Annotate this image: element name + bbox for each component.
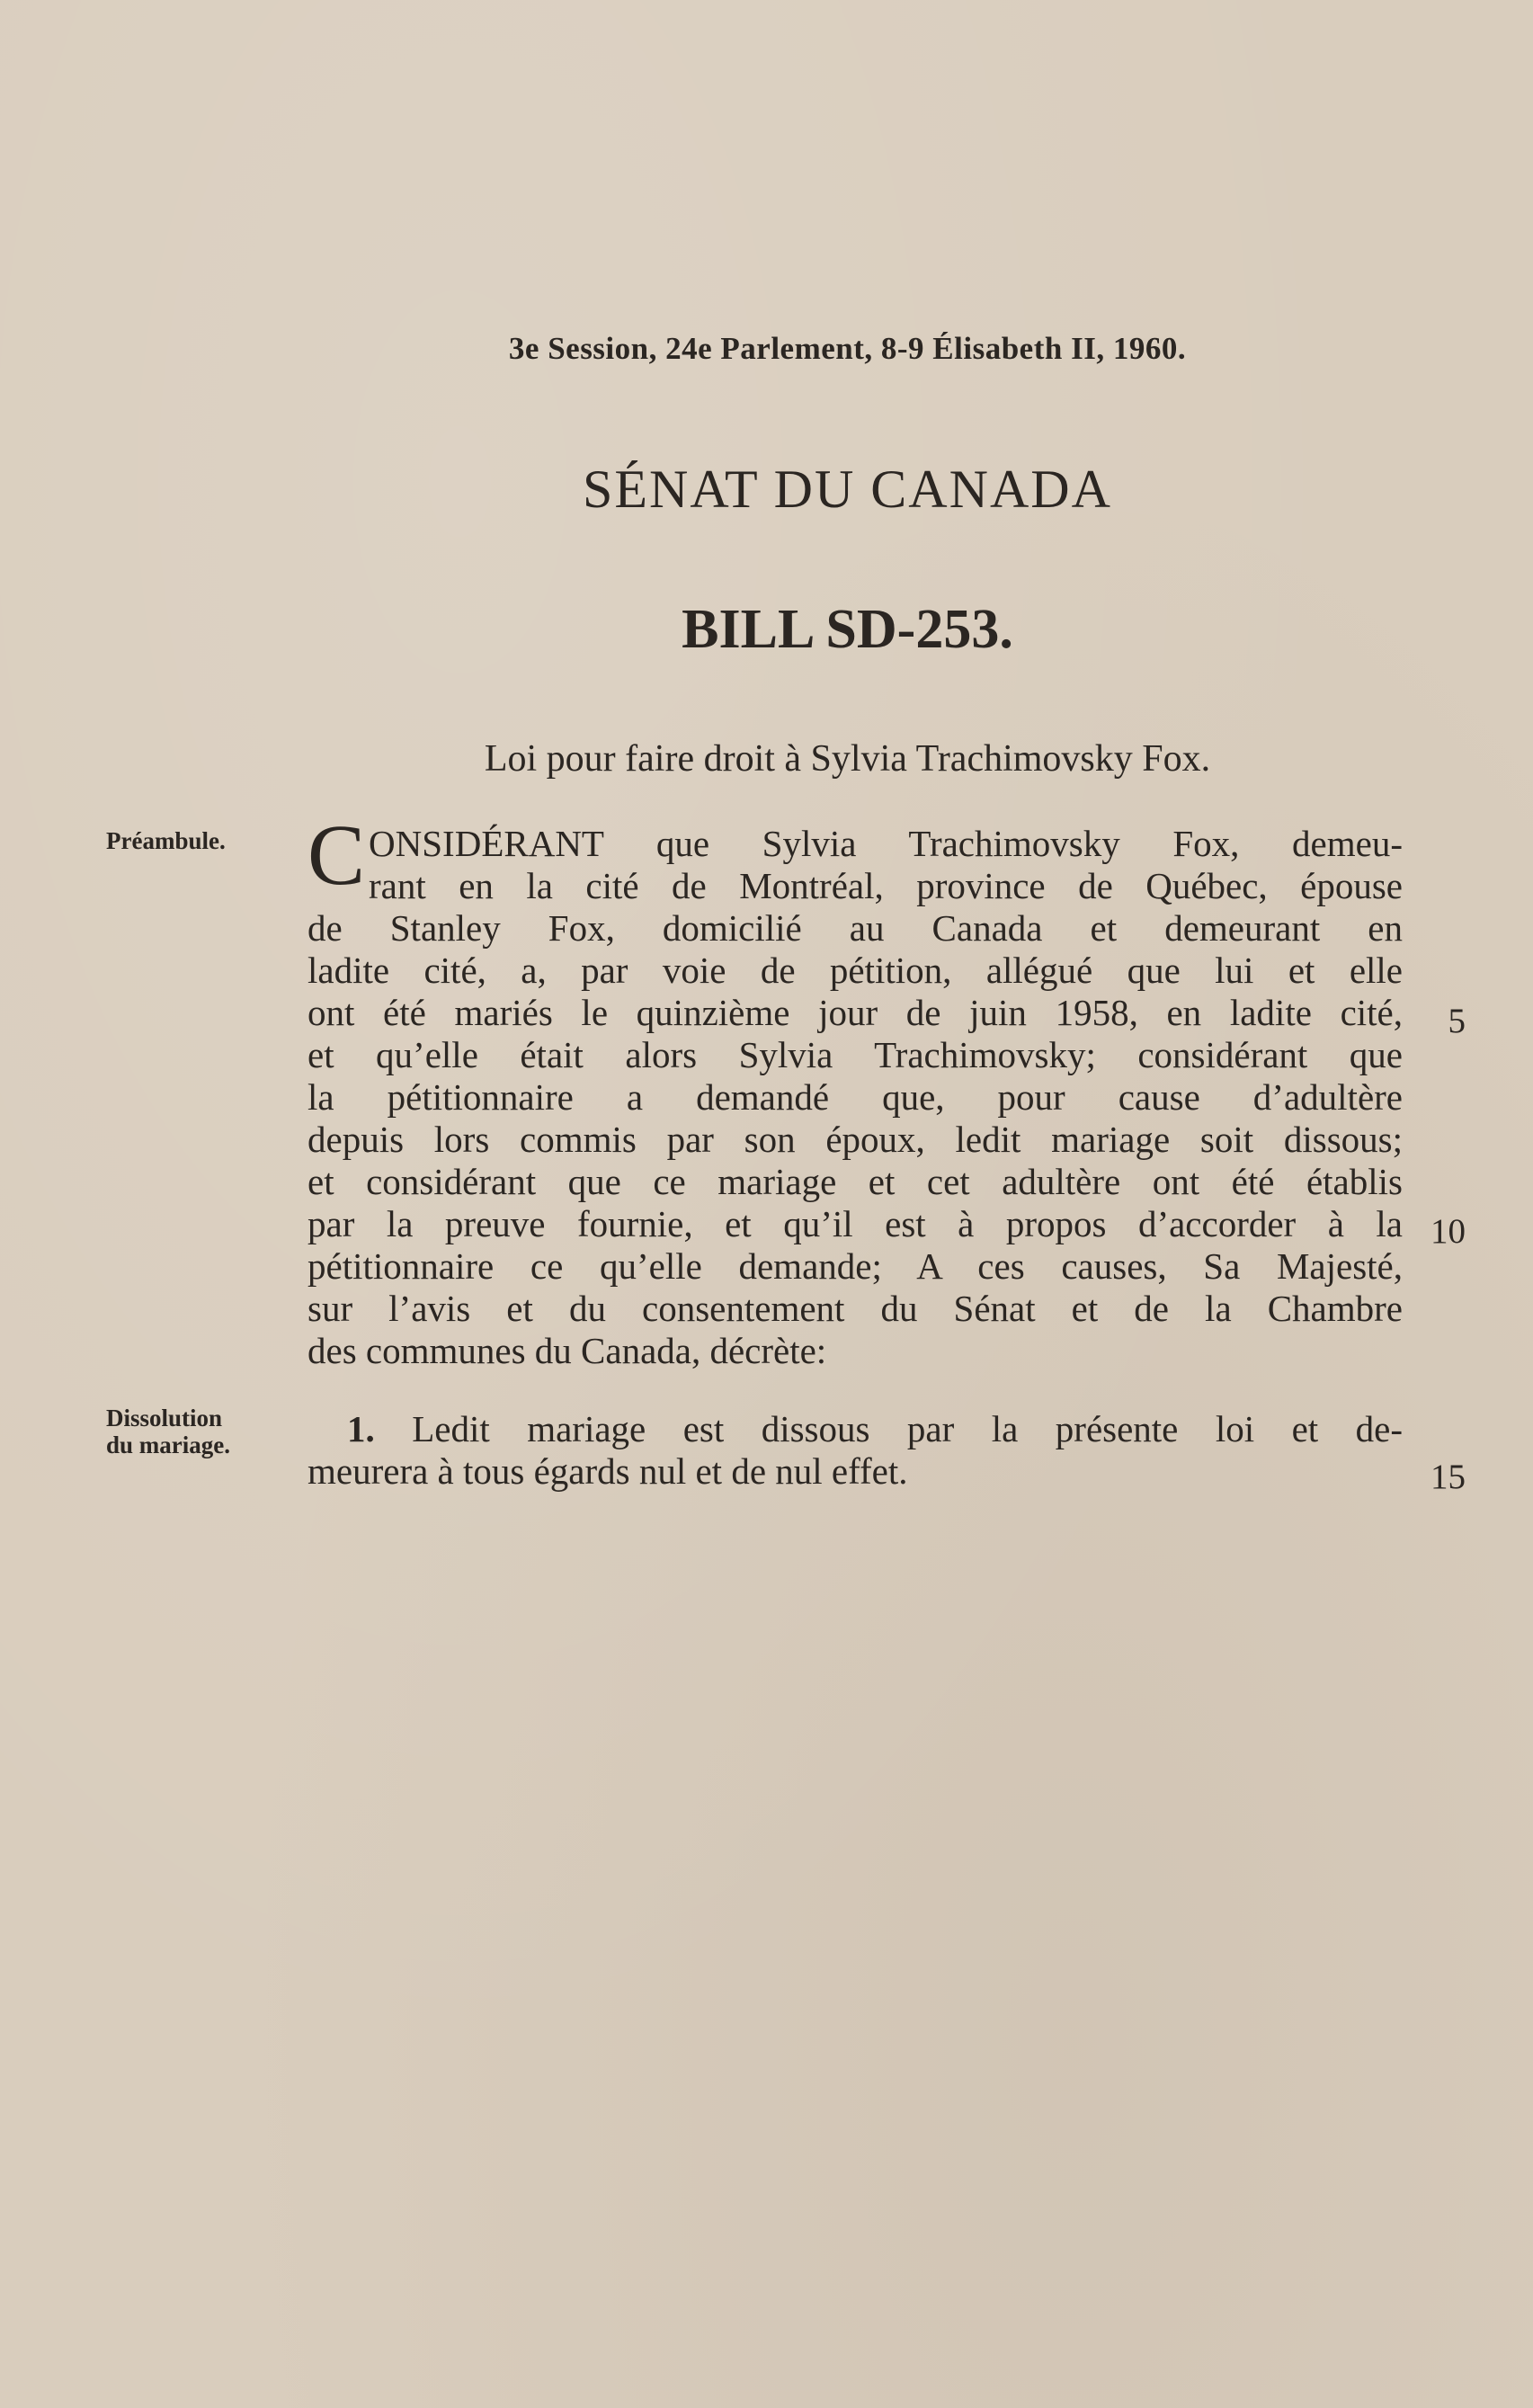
preamble-paragraph: [307, 807, 1403, 1372]
preamble-line-10: par la preuve fournie, et qu’il est à propos d’accorder à la: [307, 1203, 1403, 1244]
preamble-line-11: pétitionnaire ce qu’elle demande; A ces causes, Sa Majesté,: [307, 1245, 1403, 1287]
preamble-line-12: sur l’avis et du consentement du Sénat et de la Chambre: [307, 1288, 1403, 1329]
preamble-line-5: ont été mariés le quinzième jour de juin 1958, en ladite cité,: [307, 992, 1403, 1033]
preamble-line-2: rant en la cité de Montréal, province de Québec, épouse: [369, 865, 1403, 906]
margin-note-dissolution-line-1: Dissolution: [106, 1405, 223, 1431]
bill-number: BILL SD-253.: [682, 599, 1013, 660]
preamble-line-1: CONSIDÉRANT que Sylvia Trachimovsky Fox, demeu-: [307, 807, 1403, 903]
bill-title: Loi pour faire droit à Sylvia Trachimovsky Fox.: [484, 738, 1211, 780]
dropcap: C: [307, 807, 366, 903]
line-number-5: 5: [1448, 1002, 1466, 1040]
margin-note-dissolution-line-2: du mariage.: [106, 1431, 230, 1458]
line-number-10: 10: [1431, 1212, 1466, 1251]
article-1: [307, 1408, 1403, 1493]
margin-note-preamble: Préambule.: [106, 827, 226, 854]
preamble-line-4: ladite cité, a, par voie de pétition, allégué que lui et elle: [307, 950, 1403, 991]
line-number-15: 15: [1431, 1458, 1466, 1496]
preamble-line-13: des communes du Canada, décrète:: [307, 1330, 827, 1371]
article-number: 1.: [347, 1408, 375, 1449]
margin-note-dissolution: [106, 1405, 268, 1458]
article-line-2: meurera à tous égards nul et de nul effet.: [307, 1450, 908, 1492]
chamber-title: SÉNAT DU CANADA: [583, 459, 1112, 519]
preamble-line-6: et qu’elle était alors Sylvia Trachimovsky; considérant que: [307, 1034, 1403, 1075]
preamble-line-8: depuis lors commis par son époux, ledit mariage soit dissous;: [307, 1119, 1403, 1160]
article-line-1: 1. Ledit mariage est dissous par la présente loi et de-: [347, 1408, 1403, 1449]
preamble-line-7: la pétitionnaire a demandé que, pour cause d’adultère: [307, 1076, 1403, 1118]
preamble-line-3: de Stanley Fox, domicilié au Canada et demeurant en: [307, 907, 1403, 949]
session-header: 3e Session, 24e Parlement, 8-9 Élisabeth II, 1960.: [508, 331, 1187, 366]
preamble-line-9: et considérant que ce mariage et cet adultère ont été établis: [307, 1161, 1403, 1202]
